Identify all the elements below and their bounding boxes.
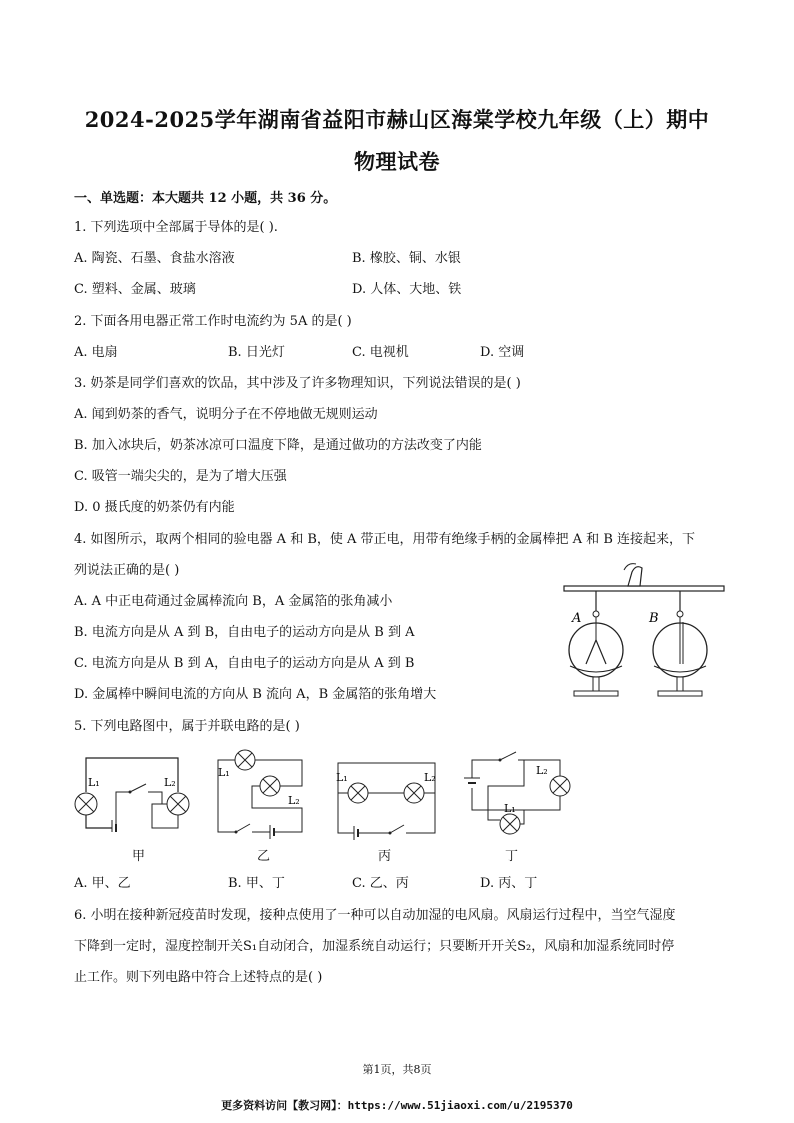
q5-option-b: B. 甲、丁 [228, 876, 285, 891]
q6-line3: 止工作。则下列电路中符合上述特点的是( ) [74, 970, 323, 985]
circuit-jia [72, 752, 192, 832]
q3-option-a: A. 闻到奶茶的香气，说明分子在不停地做无规则运动 [74, 407, 378, 422]
q5-stem: 5. 下列电路图中，属于并联电路的是( ) [74, 719, 300, 734]
q5-option-d: D. 丙、丁 [480, 876, 538, 891]
q2-option-a: A. 电扇 [74, 345, 118, 360]
q4-option-a: A. A 中正电荷通过金属棒流向 B，A 金属箔的张角减小 [74, 594, 393, 609]
page-footer: 第1页，共8页 [362, 1063, 432, 1076]
circuit-bing-l2-label: L₂ [424, 771, 436, 784]
circuit-jia-l1-label: L₁ [88, 776, 100, 789]
q2-option-c: C. 电视机 [352, 345, 409, 360]
q1-option-c: C. 塑料、金属、玻璃 [74, 282, 196, 297]
circuit-bing [330, 755, 445, 840]
q3-option-b: B. 加入冰块后，奶茶冰凉可口温度下降，是通过做功的方法改变了内能 [74, 438, 482, 453]
circuit-ding-l2-label: L₂ [536, 764, 548, 777]
q2-option-b: B. 日光灯 [228, 345, 285, 360]
q3-stem: 3. 奶茶是同学们喜欢的饮品，其中涉及了许多物理知识，下列说法错误的是( ) [74, 376, 521, 391]
q4-option-d: D. 金属棒中瞬间电流的方向从 B 流向 A，B 金属箔的张角增大 [74, 687, 437, 702]
q4-option-c: C. 电流方向是从 B 到 A，自由电子的运动方向是从 A 到 B [74, 656, 415, 671]
circuit-jia-caption: 甲 [132, 849, 146, 864]
circuit-ding [460, 748, 575, 843]
q1-option-a: A. 陶瓷、石墨、食盐水溶液 [74, 251, 235, 266]
circuit-bing-l1-label: L₁ [336, 771, 348, 784]
electroscope-a-label: A [572, 611, 582, 626]
q2-stem: 2. 下面各用电器正常工作时电流约为 5A 的是( ) [74, 314, 352, 329]
electroscope-figure [558, 560, 728, 705]
q3-option-d: D. 0 摄氏度的奶茶仍有内能 [74, 500, 235, 515]
q6-line2: 下降到一定时，湿度控制开关S₁自动闭合，加湿系统自动运行；只要断开开关S₂，风扇和加湿系统同时停 [74, 939, 675, 954]
circuit-bing-caption: 丙 [378, 849, 392, 864]
circuit-yi-l1-label: L₁ [218, 766, 230, 779]
circuit-ding-caption: 丁 [505, 849, 519, 864]
q1-stem: 1. 下列选项中全部属于导体的是( ). [74, 220, 278, 235]
q3-option-c: C. 吸管一端尖尖的，是为了增大压强 [74, 469, 287, 484]
q2-option-d: D. 空调 [480, 345, 525, 360]
paper-title: 2024-2025学年湖南省益阳市赫山区海棠学校九年级（上）期中 [84, 107, 710, 132]
circuit-yi [210, 748, 320, 840]
q4-stem-line2: 列说法正确的是( ) [74, 563, 180, 578]
q5-option-a: A. 甲、乙 [74, 876, 131, 891]
circuit-yi-caption: 乙 [257, 849, 271, 864]
paper-subtitle: 物理试卷 [354, 149, 440, 174]
q1-option-b: B. 橡胶、铜、水银 [352, 251, 461, 266]
section-heading: 一、单选题：本大题共 12 小题，共 36 分。 [74, 191, 337, 206]
q4-stem-line1: 4. 如图所示，取两个相同的验电器 A 和 B，使 A 带正电，用带有绝缘手柄的金属棒把 A 和 B 连接起来，下 [74, 532, 695, 547]
circuit-yi-l2-label: L₂ [288, 794, 300, 807]
q5-option-c: C. 乙、丙 [352, 876, 409, 891]
circuit-ding-l1-label: L₁ [504, 802, 516, 815]
resource-banner-link[interactable]: 更多资料访问【教习网】：https://www.51jiaoxi.com/u/2195370 [221, 1099, 573, 1112]
electroscope-b-label: B [649, 611, 659, 626]
circuit-jia-l2-label: L₂ [164, 776, 176, 789]
q6-line1: 6. 小明在接种新冠疫苗时发现，接种点使用了一种可以自动加湿的电风扇。风扇运行过程中，当空气湿度 [74, 908, 676, 923]
q1-option-d: D. 人体、大地、铁 [352, 282, 462, 297]
q4-option-b: B. 电流方向是从 A 到 B，自由电子的运动方向是从 B 到 A [74, 625, 415, 640]
